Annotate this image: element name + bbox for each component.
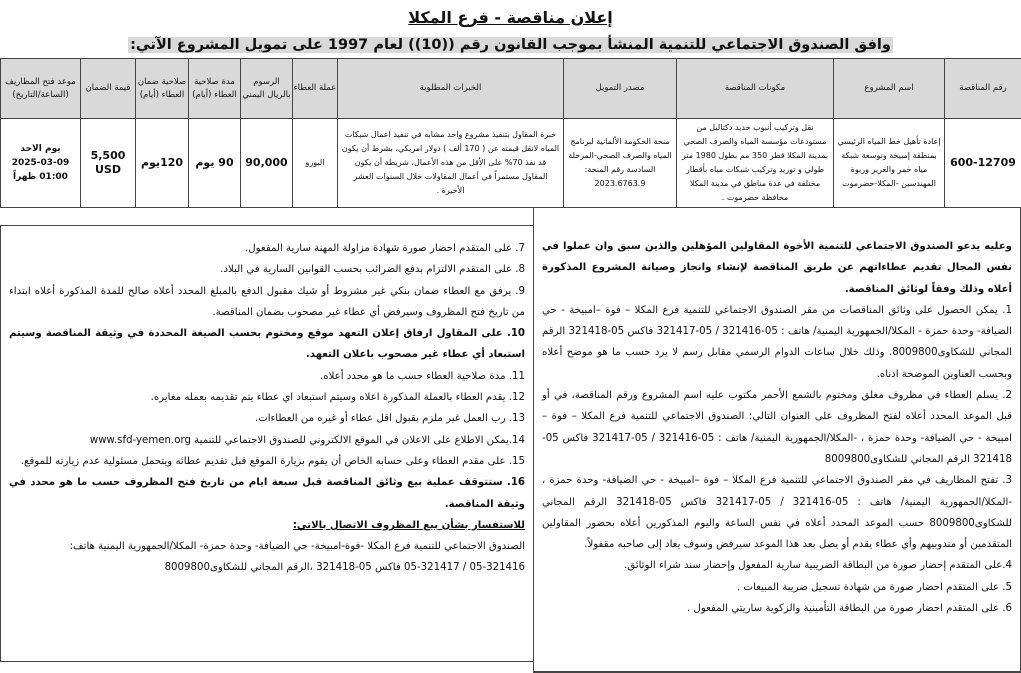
page-title: إعلان مناقصة - فرع المكلا <box>0 8 1021 27</box>
condition-item: 3. تفتح المظاريف في مقر الصندوق الاجتماعي للتنمية فرع المكلا – فوة –امبيخة - حي الضيافة- وحدة حمزة ، -المكلا/الجمهورية اليمنية/ هاتف : 05-321416 / 05-321417 فاكس 05-321418 الرقم المجاني للشكاوى8009800 حسب الموعد المحدد أعلاه في نفس الساعة واليوم المذكورين أعلاه بحضور المقاولين المتقدمين أو مندوبيهم وأي عطاء يقدم أو يصل بعد هذا الموعد سيرفض وسوف يعاد إلى صاحبه مقفولاً. <box>542 470 1012 555</box>
col-guarantee-value: قيمة الضمان <box>81 59 136 119</box>
condition-item: 7. على المتقدم احضار صورة شهادة مزاولة المهنة سارية المفعول. <box>9 238 525 259</box>
table-row <box>1 119 1021 208</box>
opening-time: 01:00 ظهراً <box>4 170 77 184</box>
table-header-row <box>1 59 1021 119</box>
col-validity: مدة صلاحية العطاء (أيام) <box>189 59 241 119</box>
condition-item: 16. ستتوقف عملية بيع وثائق المناقصة قبل سبعة ايام من تاريخ فتح المظروف حسب ما هو محدد في وثيقة المناقصة. <box>9 472 525 515</box>
tender-table <box>0 58 1021 208</box>
condition-item: 8. على المتقدم الالتزام بدفع الضرائب بحسب القوانين السارية في البلاد. <box>9 259 525 280</box>
condition-item: 11. مدة صلاحية العطاء حسب ما هو محدد أعلاه. <box>9 366 525 387</box>
condition-item: 1. يمكن الحصول على وثائق المناقصات من مقر الصندوق الاجتماعي للتنمية فرع المكلا – فوة –امبيخة - حي الضيافة- وحدة حمزة - المكلا/الجمهورية اليمنية/ هاتف : 05-321416 / 05-321417 فاكس 05-321418 الرقم المجاني للشكاوى8009800. وذلك خلال ساعات الدوام الرسمي مقابل رسم لا يرد حسب ما هو موضح أعلاه وبحسب العناوين الموضحة ادناه. <box>542 300 1012 385</box>
col-components: مكونات المناقصة <box>677 59 834 119</box>
cell-fees: 90,000 <box>241 119 293 208</box>
contact-heading: للاستفسار بشأن بيع المظروف الاتصال بالاتي: <box>9 515 525 536</box>
condition-item: 14.يمكن الاطلاع على الاعلان في الموقع الالكتروني للصندوق الاجتماعي للتنمية www.sfd-yemen.org <box>9 430 525 451</box>
col-currency: عملة العطاء <box>293 59 338 119</box>
col-experience: الخبرات المطلوبة <box>338 59 564 119</box>
condition-item: 12. يقدم العطاء بالعملة المذكورة اعلاه وسيتم استبعاد اي عطاء يتم تقديمه بعمله مغايره. <box>9 387 525 408</box>
condition-item: 4.على المتقدم إحضار صورة من البطاقة الضريبية سارية المفعول وإحضار سند شراء الوثائق. <box>542 555 1012 576</box>
cell-validity: 90 يوم <box>189 119 241 208</box>
invitation-paragraph: وعليه يدعو الصندوق الاجتماعي للتنمية الأخوة المقاولين المؤهلين والذين سبق وان عملوا في نفس المجال تقديم عطاءاتهم عن طريق المناقصة لإنشاء وانجاز وصيانة المشروع المذكورة أعلاه وذلك وفقاً لوثائق المناقصة. <box>542 236 1012 300</box>
cell-guarantee-validity: 120يوم <box>136 119 189 208</box>
condition-item: 6. على المتقدم احضار صورة من البطاقة التأمينية والزكوية ساريتي المفعول . <box>542 598 1012 619</box>
guarantee-currency: USD <box>84 163 132 177</box>
cell-experience: خبرة المقاول بتنفيذ مشروع واحد مشابه في تنفيذ اعمال شبكات المياه لاتقل قيمته عن ( 170 ألف ) دولار امريكي، بشرط أن يكون قد نفذ 70% على الأقل من هذه الأعمال، شريطة أن يكون المقاول مستمراً في أعمال المقاولات خلال السنوات العشر الأخيرة . <box>338 119 564 208</box>
cell-currency: اليورو <box>293 119 338 208</box>
condition-item: 13. رب العمل غير ملزم بقبول اقل عطاء أو غيره من العطاءات. <box>9 408 525 429</box>
opening-day: يوم الاحد <box>4 142 77 156</box>
col-fees: الرسوم بالريال اليمني <box>241 59 293 119</box>
condition-item: 15. على مقدم العطاء وعلى حسابه الخاص أن يقوم بزيارة الموقع قبل تقديم عطائه ويتحمل مسئولية عدم زيارته للموقع. <box>9 451 525 472</box>
col-project-name: اسم المشروع <box>834 59 945 119</box>
cell-opening-date <box>1 119 81 208</box>
cell-tender-no: 600-12709 <box>945 119 1021 208</box>
col-opening-date: موعد فتح المظاريف (الساعة/التاريخ) <box>1 59 81 119</box>
subtitle <box>0 34 1021 53</box>
condition-item: 9. يرفق مع العطاء ضمان بنكي غير مشروط أو شيك مقبول الدفع بالمبلغ المحدد أعلاه صالح للمدة المذكورة أعلاه ابتداء من تاريخ فتح المظروف وسيرفض أي عطاء غير مصحوب بضمان المناقصة. <box>9 281 525 324</box>
contact-address: الصندوق الاجتماعي للتنمية فرع المكلا -فوة-امبيخة- حي الضيافة- وحدة حمزة- المكلا/الجمهورية اليمنية هاتف: <box>9 536 525 557</box>
cell-components: نقل وتركيب أنبوب حديد دكتاليل من مستودعات مؤسسة المياه والصرف الصحي بمدينة المكلا قطر 350 مم بطول 1980 متر طولي و توريد وتركيب شبكات مياه بأقطار مختلفة في عدة مناطق في مدينة المكلا محافظة حضرموت . <box>677 119 834 208</box>
col-tender-no: رقم المناقصة <box>945 59 1021 119</box>
condition-item: 10. على المقاول ارفاق إعلان التعهد موقع ومختوم بحسب الصيغة المحددة في وثيقة المناقصة وسيتم استبعاد أي عطاء غير مصحوب باعلان التعهد. <box>9 323 525 366</box>
opening-date: 2025-03-09 <box>4 156 77 170</box>
conditions-left-box <box>0 225 534 662</box>
condition-item: 5. على المتقدم احضار صورة من شهادة تسجيل ضريبة المبيعات . <box>542 577 1012 598</box>
cell-guarantee-value <box>81 119 136 208</box>
contact-phones: 05-321416 / 05-321417 فاكس 05-321418 ،الرقم المجاني للشكاوى8009800 <box>9 557 525 578</box>
cell-funding: منحة الحكومة الألمانية لبرنامج المياه والصرف الصحي-المرحلة السادسة رقم المنحة: 2023.6763.9 <box>564 119 677 208</box>
cell-project-name: إعادة تأهيل خط المياه الرئيسي بمنطقة إمبيخة وتوسعة شبكة مياه خمر والغرير وربوة المهندسين -المكلا-حضرموت <box>834 119 945 208</box>
col-guarantee-validity: صلاحية ضمان العطاء (أيام) <box>136 59 189 119</box>
col-funding: مصدر التمويل <box>564 59 677 119</box>
subtitle-text: وافق الصندوق الاجتماعي للتنمية المنشأ بموجب القانون رقم ((10)) لعام 1997 على تمويل المشروع الآتي: <box>128 37 893 53</box>
condition-item: 2. يسلم العطاء في مظروف مغلق ومختوم بالشمع الأحمر مكتوب عليه اسم المشروع ورقم المناقصة، في أو قبل الموعد المحدد أعلاه لفتح المظروف على العنوان التالي: الصندوق الاجتماعي للتنمية فرع المكلا – فوة – امبيخة - حي الضيافة- وحدة حمزة ، -المكلا/الجمهورية اليمنية/ هاتف : 05-321416 / 05-321417 فاكس 05-321418 الرقم المجاني للشكاوى8009800 <box>542 385 1012 470</box>
conditions-right-box <box>533 207 1021 673</box>
guarantee-amount: 5,500 <box>84 149 132 163</box>
